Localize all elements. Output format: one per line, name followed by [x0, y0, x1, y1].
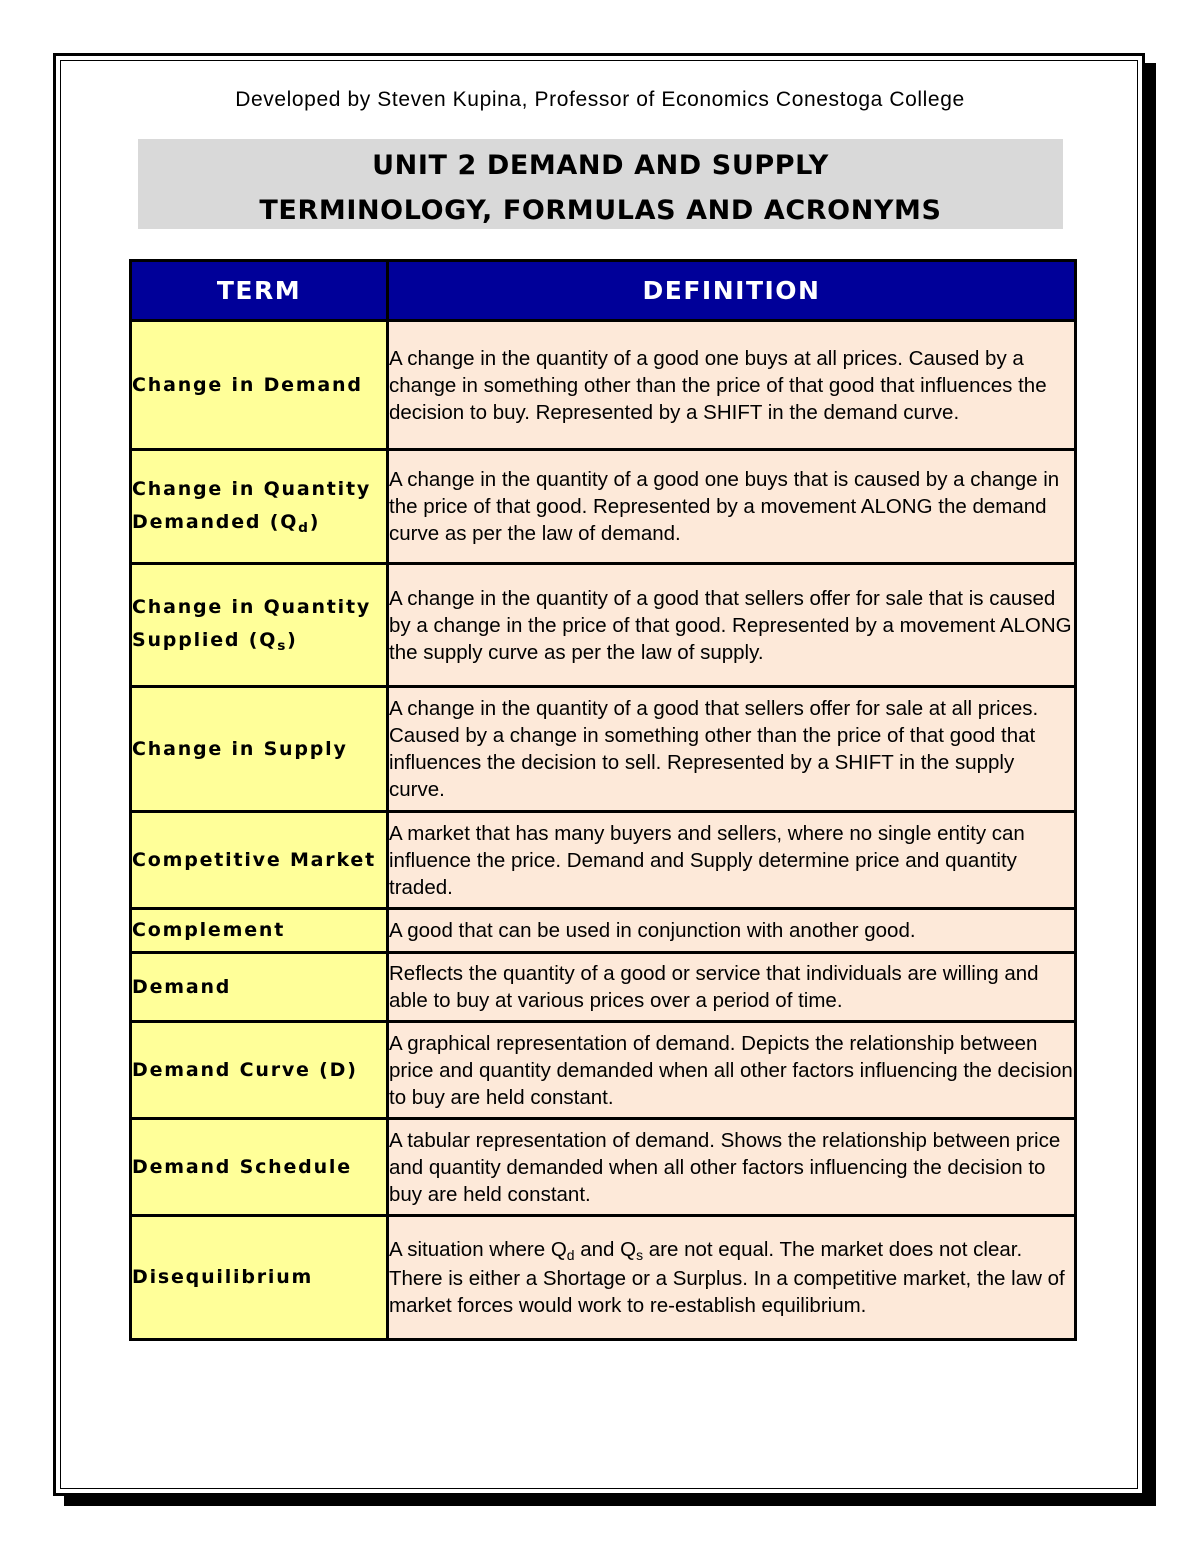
definition-text: Reflects the quantity of a good or service that individuals are willing and able to buy at various prices over a period of time. — [389, 962, 1039, 1012]
term-cell — [131, 450, 388, 564]
term-cell — [131, 1119, 388, 1216]
table-row — [131, 812, 1076, 909]
term-text: Change in Supply — [132, 737, 348, 760]
term-close-paren: ) — [287, 629, 298, 651]
table-row — [131, 450, 1076, 564]
term-subscript: d — [298, 519, 310, 536]
term-text: Change in Quantity Supplied (Q — [132, 596, 372, 651]
title-line-1: UNIT 2 DEMAND AND SUPPLY — [372, 150, 829, 181]
definition-cell — [388, 687, 1076, 812]
definition-cell — [388, 953, 1076, 1022]
definition-cell — [388, 1119, 1076, 1216]
table-row — [131, 687, 1076, 812]
term-cell — [131, 564, 388, 687]
term-text: Demand Schedule — [132, 1155, 352, 1178]
term-close-paren: ) — [309, 510, 321, 533]
definition-cell — [388, 564, 1076, 687]
table-row — [131, 1022, 1076, 1119]
definition-text: A change in the quantity of a good one buys that is caused by a change in the price of that good. Represented by a movement ALONG the demand curve as per the law of demand. — [389, 468, 1060, 545]
definition-column-header: DEFINITION — [388, 261, 1076, 321]
term-text: Competitive Market — [132, 848, 376, 871]
definition-text-part: A situation where Q — [389, 1238, 567, 1261]
term-text: Demand — [132, 975, 232, 998]
term-cell — [131, 1022, 388, 1119]
definition-text: A good that can be used in conjunction with another good. — [389, 919, 916, 942]
term-subscript: s — [277, 638, 288, 654]
term-cell — [131, 953, 388, 1022]
table-row — [131, 1216, 1076, 1340]
term-cell — [131, 812, 388, 909]
definition-cell — [388, 812, 1076, 909]
definition-cell — [388, 321, 1076, 450]
title-line-2: TERMINOLOGY, FORMULAS AND ACRONYMS — [259, 195, 942, 226]
term-text: Disequilibrium — [132, 1266, 314, 1288]
title-banner — [138, 139, 1063, 229]
term-cell — [131, 909, 388, 953]
table-row — [131, 953, 1076, 1022]
definition-text: A change in the quantity of a good one buys at all prices. Caused by a change in something other than the price of that good that influences the decision to buy. Represented by a SHIFT in the demand curve. — [389, 346, 1047, 424]
definition-cell — [388, 909, 1076, 953]
term-column-header: TERM — [131, 261, 388, 321]
definition-cell — [388, 1216, 1076, 1340]
table-row — [131, 909, 1076, 953]
definition-text: A market that has many buyers and sellers, where no single entity can influence the price. Demand and Supply determine price and quantity traded. — [389, 821, 1025, 899]
definition-text: A graphical representation of demand. Depicts the relationship between price and quantity demanded when all other factors influencing the decision to buy are held constant. — [389, 1031, 1073, 1109]
table-row — [131, 1119, 1076, 1216]
term-cell — [131, 1216, 388, 1340]
definition-text: A tabular representation of demand. Shows the relationship between price and quantity demanded when all other factors influencing the decision to buy are held constant. — [389, 1128, 1061, 1206]
definition-text: A change in the quantity of a good that sellers offer for sale at all prices. Caused by a change in something other than the price of that good that influences the decision to sell. Represented by a SHIFT in the supply curve. — [389, 697, 1039, 801]
definition-text-part: and Q — [574, 1238, 637, 1261]
term-text: Complement — [132, 919, 286, 941]
glossary-table — [129, 259, 1077, 1341]
term-text: Change in Quantity Demanded (Q — [132, 477, 372, 533]
definition-subscript: s — [636, 1247, 644, 1263]
author-credit: Developed by Steven Kupina, Professor of Economics Conestoga College — [235, 88, 965, 111]
definition-cell — [388, 1022, 1076, 1119]
term-text: Demand Curve (D) — [132, 1058, 358, 1081]
table-header-row — [131, 261, 1076, 321]
term-cell — [131, 321, 388, 450]
definition-text-part: are not equal. The market does not clear. There is either a Shortage or a Surplus. In a competitive market, the law of market forces would work to re-establish equilibrium. — [389, 1238, 1065, 1317]
term-cell — [131, 687, 388, 812]
definition-subscript: d — [566, 1247, 575, 1263]
term-text: Change in Demand — [132, 373, 363, 396]
definition-cell — [388, 450, 1076, 564]
table-row — [131, 564, 1076, 687]
table-row — [131, 321, 1076, 450]
definition-text: A change in the quantity of a good that sellers offer for sale that is caused by a change in the price of that good. Represented by a movement ALONG the supply curve as per the law of supply. — [389, 586, 1072, 664]
